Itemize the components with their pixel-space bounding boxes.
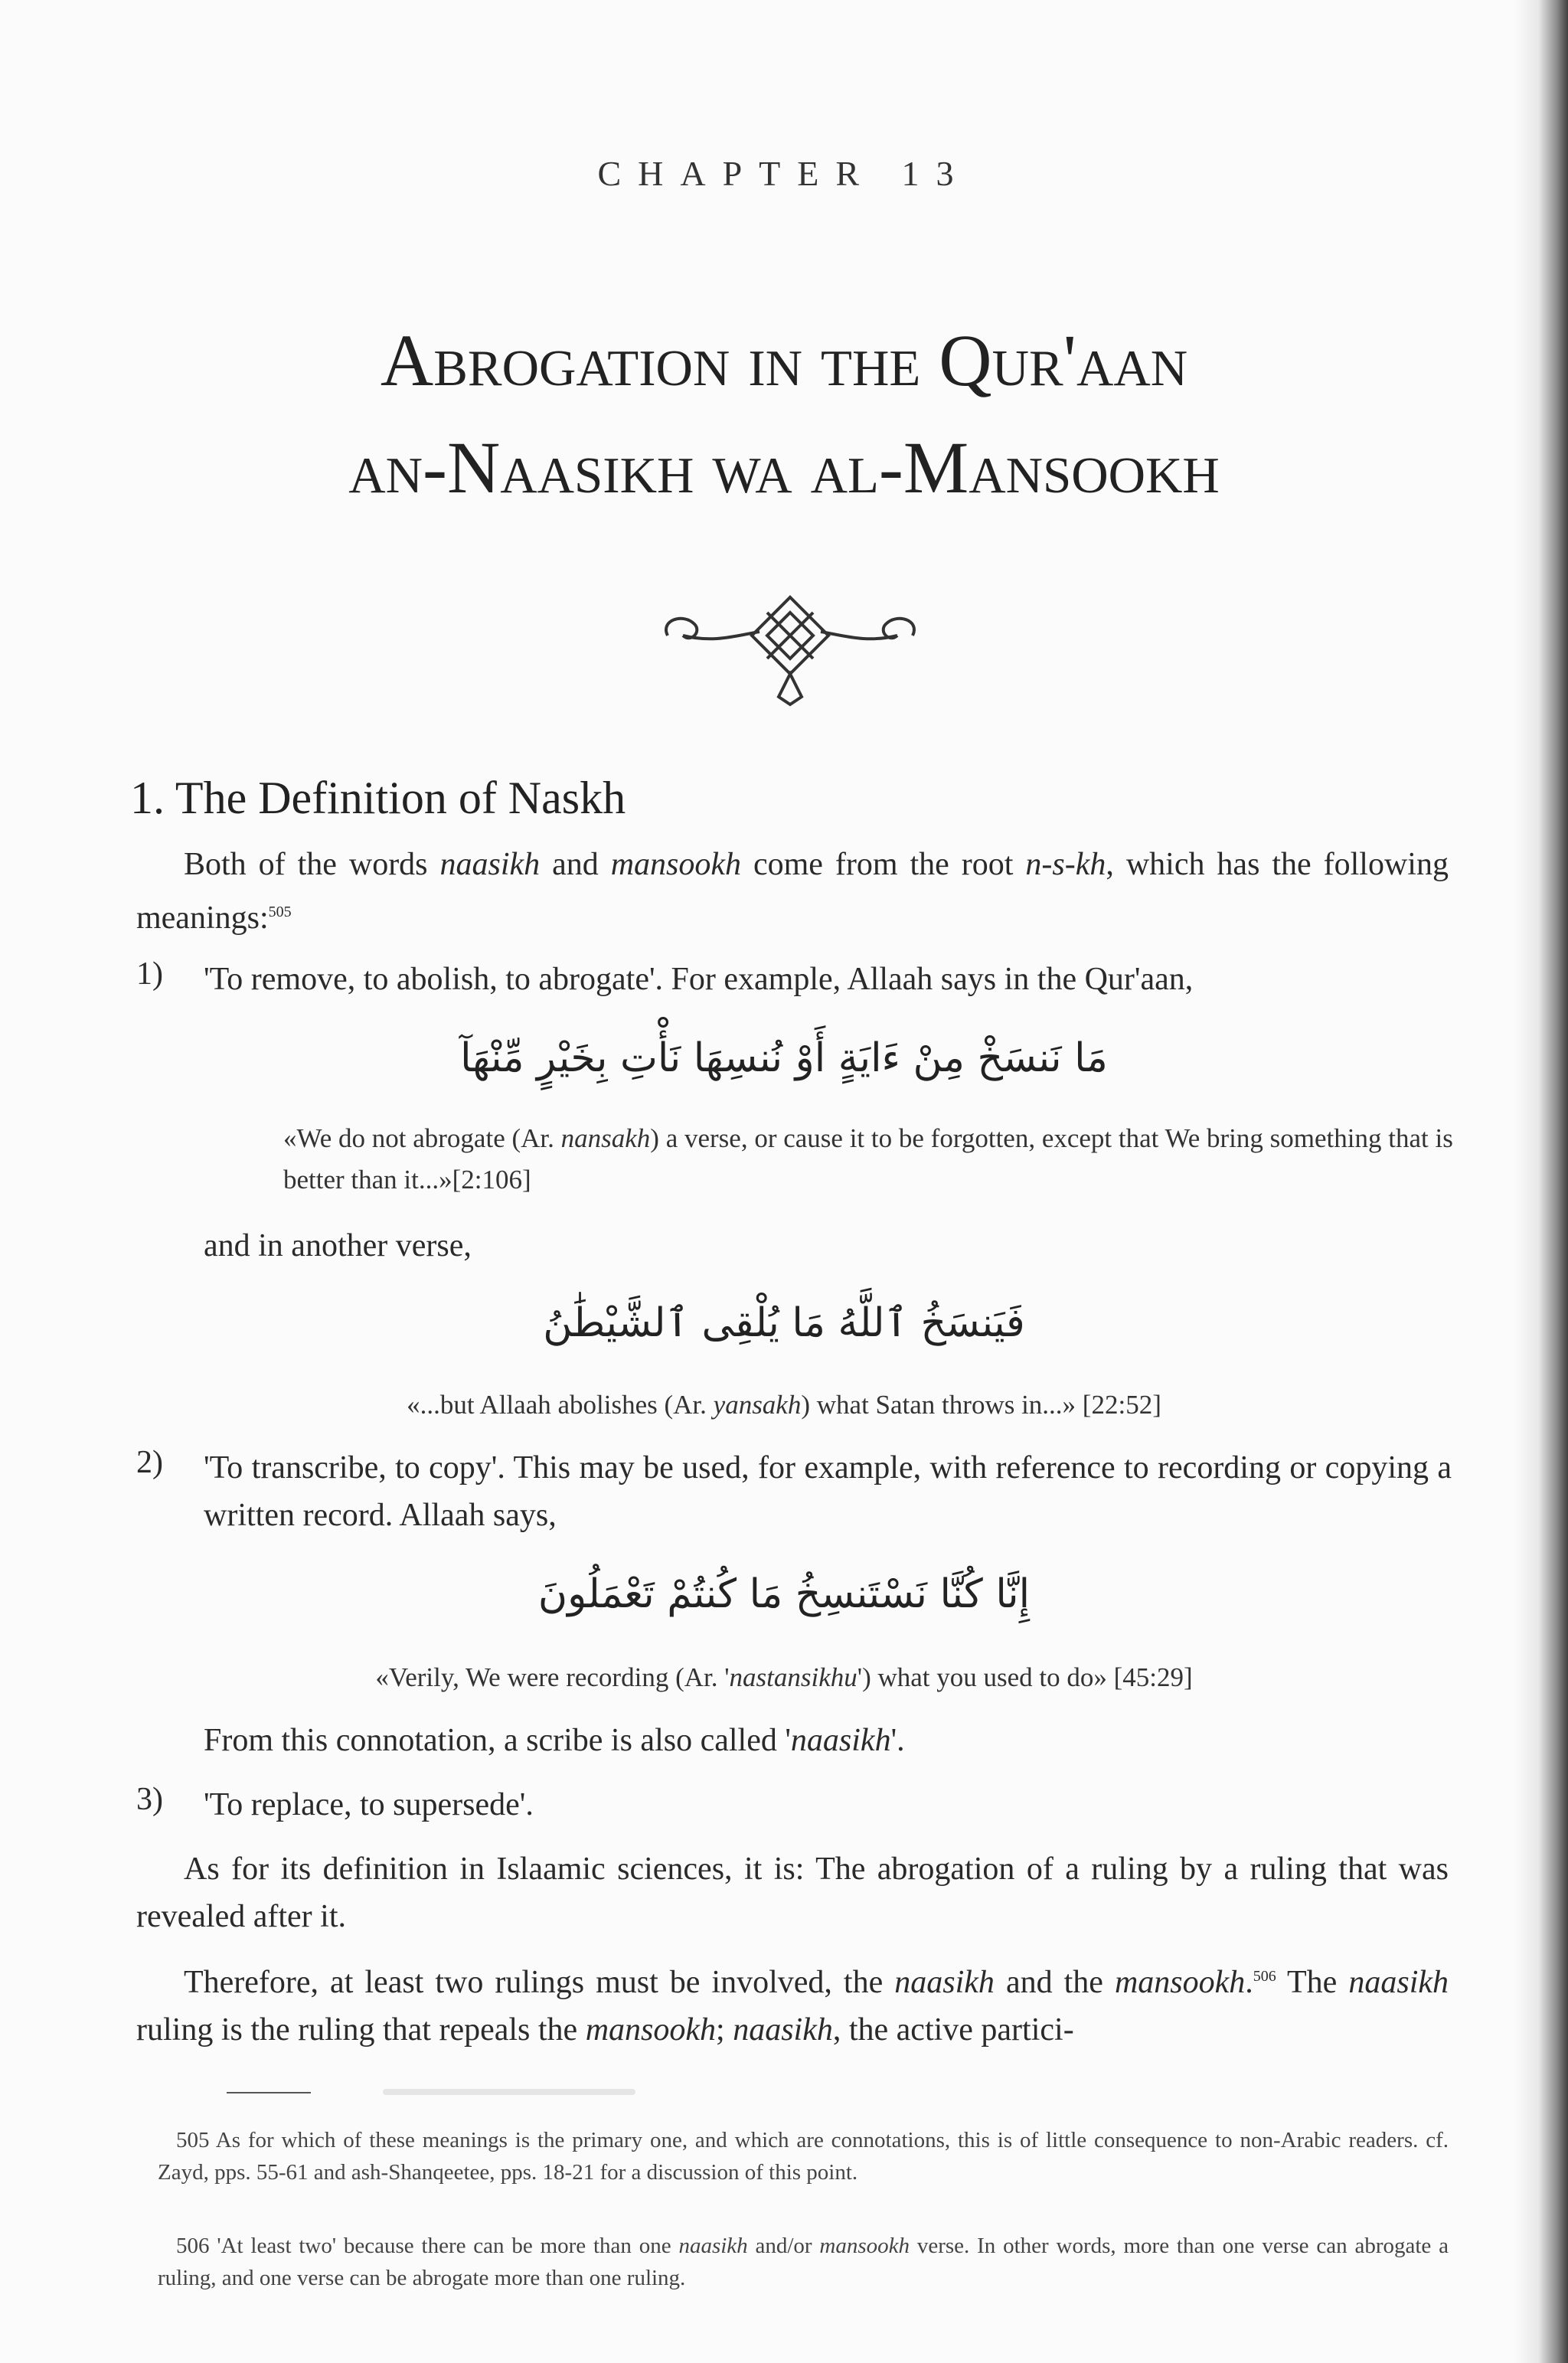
quote-45-29: «Verily, We were recording (Ar. 'nastansikhu') what you used to do» [45:29] [375, 1662, 1193, 1692]
chapter-title-line1: Abrogation in the Qur'aan [380, 319, 1188, 401]
arabic-verse-22-52: فَيَنسَخُ ٱللَّهُ مَا يُلْقِى ٱلشَّيْطَٰنُ [543, 1300, 1025, 1346]
footnote-separator [227, 2092, 311, 2093]
footnote-506: 506 'At least two' because there can be more than one naasikh and/or mansookh verse. In other words, more than one verse can abrogate a ruling, and one verse can be abrogate more than one ruling. [158, 2234, 1449, 2290]
therefore-paragraph: Therefore, at least two rulings must be involved, the naasikh and the mansookh.$^{506}$ The naasikh ruling is the ruling that repeals the mansookh; naasikh, the active partici- [136, 1965, 1449, 2048]
chapter-title-line2: an-Naasikh wa al-Mansookh [348, 427, 1220, 508]
meaning3-number: 3) [136, 1782, 163, 1817]
smudge [383, 2089, 635, 2095]
footnote-505: 505 As for which of these meanings is the primary one, and which are connotations, this is of little consequence to non-Arabic readers. cf. Zayd, pps. 55-61 and ash-Shanqeetee, pps. 18-21 for a discussion of this point. [158, 2128, 1449, 2185]
definition-paragraph: As for its definition in Islaamic sciences, it is: The abrogation of a ruling by a ruling that was revealed after it. [136, 1852, 1449, 1934]
meaning1-number: 1) [136, 956, 163, 992]
quote-2-106: «We do not abrogate (Ar. nansakh) a verse, or cause it to be forgotten, except that We bring something that is better than it...»[2:106] [283, 1123, 1453, 1195]
quote-22-52: «...but Allaah abolishes (Ar. yansakh) what Satan throws in...» [22:52] [407, 1390, 1161, 1420]
arabic-verse-45-29: إِنَّا كُنَّا نَسْتَنسِخُ مَا كُنتُمْ تَعْمَلُونَ [537, 1571, 1031, 1617]
arabic-verse-2-106: مَا نَنسَخْ مِنْ ءَايَةٍ أَوْ نُنسِهَا نَأْتِ بِخَيْرٍ مِّنْهَآ [460, 1035, 1108, 1081]
decorative-ornament-icon [652, 590, 928, 712]
scribe-text: From this connotation, a scribe is also called 'naasikh'. [204, 1723, 905, 1758]
meaning2-number: 2) [136, 1445, 163, 1480]
section-heading: 1. The Definition of Naskh [130, 773, 626, 823]
meaning3-text: 'To replace, to supersede'. [204, 1787, 534, 1822]
meaning2-text: 'To transcribe, to copy'. This may be used, for example, with reference to recording or copying a written record. Allaah says, [204, 1450, 1452, 1533]
intro-paragraph: Both of the words naasikh and mansookh come from the root n-s-kh, which has the following meanings:$^{505}$ [136, 847, 1449, 936]
meaning1-text: 'To remove, to abolish, to abrogate'. For example, Allaah says in the Qur'aan, [204, 962, 1194, 997]
transition-text: and in another verse, [204, 1228, 472, 1263]
chapter-label: CHAPTER 13 [597, 154, 971, 193]
